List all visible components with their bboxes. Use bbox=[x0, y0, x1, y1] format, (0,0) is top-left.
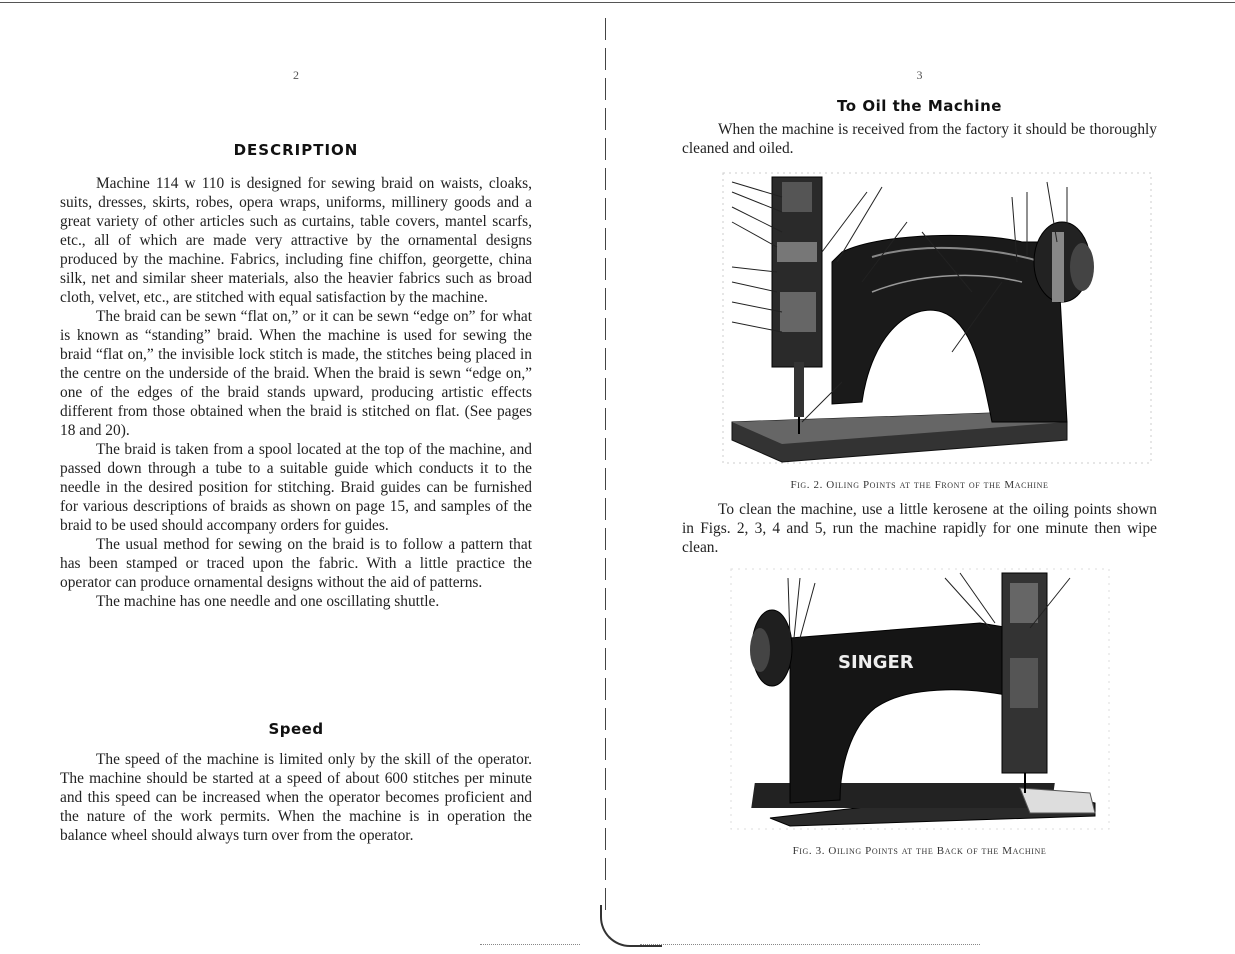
paragraph: To clean the machine, use a little kerosene at the oiling points shown in Figs. 2, 3, 4 and 5, run the machine rapidly for one minute then wipe clean. bbox=[682, 501, 1157, 556]
paragraph: The machine has one needle and one oscillating shuttle. bbox=[96, 593, 440, 610]
spine-curve bbox=[600, 905, 662, 947]
paragraph: When the machine is received from the factory it should be thoroughly cleaned and oiled. bbox=[682, 121, 1157, 157]
description-body bbox=[60, 174, 532, 611]
fig3-back-machine-illustration bbox=[730, 568, 1110, 830]
oil-intro bbox=[682, 120, 1157, 158]
paragraph: The speed of the machine is limited only by the skill of the operator. The machine should be started at a speed of about 600 stitches per minute and this speed can be increased when the operator becomes proficient and the nature of the work permits. When the machine is in operation the balance wheel should always turn over from the operator. bbox=[60, 751, 532, 844]
left-page bbox=[60, 0, 532, 954]
fig2-caption: Fig. 2. Oiling Points at the Front of the Machine bbox=[790, 479, 1049, 491]
oil-heading: To Oil the Machine bbox=[837, 97, 1002, 115]
description-heading: DESCRIPTION bbox=[233, 141, 359, 159]
fig3-caption: Fig. 3. Oiling Points at the Back of the Machine bbox=[792, 845, 1047, 857]
paragraph: Machine 114 w 110 is designed for sewing braid on waists, cloaks, suits, dresses, skirts, robes, opera wraps, uniforms, millinery goods and a great variety of other articles such as curtains, table covers, mantel scarfs, etc., all of which are made very attractive by the ornamental designs produced by the machine. Fabrics, including fine chiffon, georgette, china silk, net and similar sheer materials, also the heavier fabrics such as broad cloth, velvet, etc., are stitched with equal satisfaction by the machine. bbox=[60, 175, 532, 306]
paragraph: The braid can be sewn “flat on,” or it can be sewn “edge on” for what is known as “standing” braid. When the machine is used for sewing the braid “flat on,” the invisible lock stitch is made, the stitches being placed in the centre on the underside of the braid. When the braid is sewn “edge on,” one of the edges of the braid stands upward, producing artistic effects different from those obtained when the braid is stitched on flat. (See pages 18 and 20). bbox=[60, 308, 532, 439]
right-page bbox=[682, 0, 1157, 954]
page-number: 2 bbox=[293, 68, 299, 82]
fig2-front-machine-illustration bbox=[722, 172, 1152, 464]
speed-body bbox=[60, 750, 532, 845]
paragraph: The braid is taken from a spool located at the top of the machine, and passed down through a tube to a suitable guide which conducts it to the needle in the desired position for stitching. Braid guides can be furnished for various descriptions of braids as shown on page 15, and samples of the braid to be used should accompany orders for guides. bbox=[60, 441, 532, 534]
clean-instructions bbox=[682, 500, 1157, 557]
paragraph: The usual method for sewing on the braid is to follow a pattern that has been stamped or traced upon the fabric. With a little practice the operator can produce ornamental designs without the aid of patterns. bbox=[60, 536, 532, 591]
page-number: 3 bbox=[916, 68, 923, 82]
book-spine bbox=[605, 18, 606, 918]
speed-heading: Speed bbox=[268, 720, 324, 738]
singer-brand-label: SINGER bbox=[838, 652, 914, 673]
